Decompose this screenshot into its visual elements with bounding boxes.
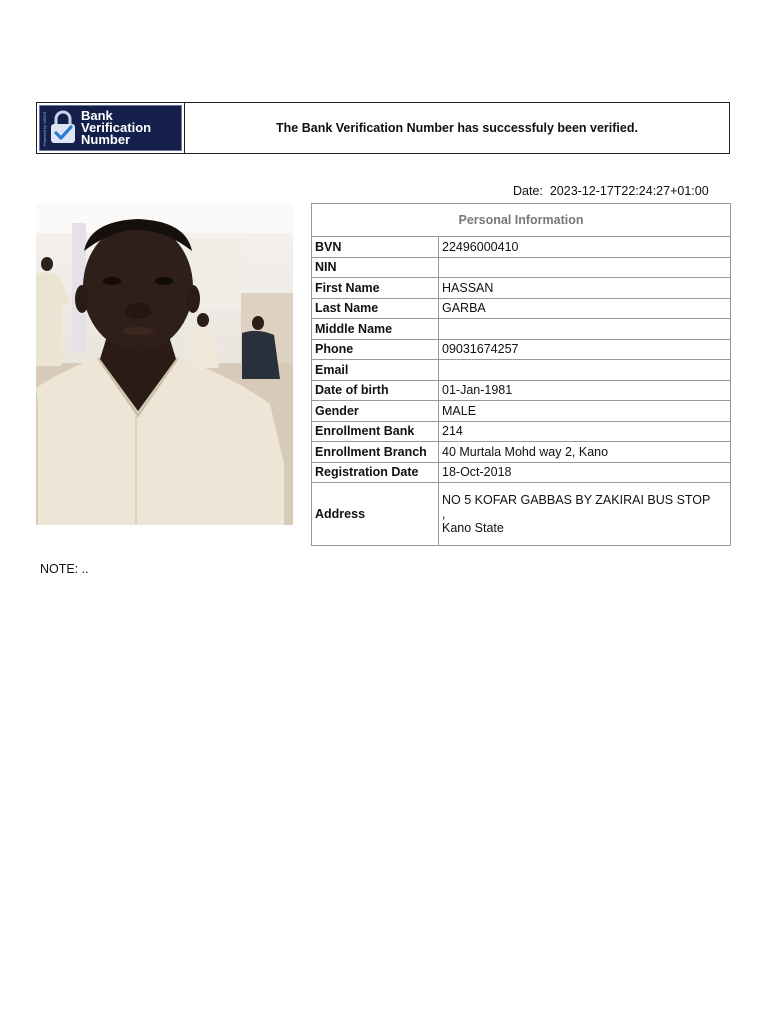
table-row: [312, 380, 731, 401]
address-value: [439, 483, 731, 546]
row-value: 01-Jan-1981: [439, 380, 731, 401]
row-label: First Name: [312, 278, 439, 299]
row-label: Gender: [312, 401, 439, 422]
address-line-1: NO 5 KOFAR GABBAS BY ZAKIRAI BUS STOP: [442, 493, 711, 507]
row-value: 40 Murtala Mohd way 2, Kano: [439, 442, 731, 463]
personal-info-title: Personal Information: [312, 204, 731, 237]
row-value: 09031674257: [439, 339, 731, 360]
row-label: Middle Name: [312, 319, 439, 340]
row-value: MALE: [439, 401, 731, 422]
table-row: [312, 257, 731, 278]
table-row: [312, 462, 731, 483]
address-label: Address: [312, 483, 439, 546]
row-label: Email: [312, 360, 439, 381]
row-label: Enrollment Branch: [312, 442, 439, 463]
row-value: HASSAN: [439, 278, 731, 299]
logo-line-3: Number: [81, 132, 131, 147]
note-text: NOTE: ..: [40, 562, 89, 576]
row-label: Date of birth: [312, 380, 439, 401]
logo-line-1: Bank: [81, 108, 113, 123]
row-value: GARBA: [439, 298, 731, 319]
date-label: Date:: [513, 184, 543, 198]
address-line-2: ,: [442, 507, 446, 521]
table-row: [312, 298, 731, 319]
row-value: [439, 360, 731, 381]
portrait-image: [36, 203, 293, 525]
logo-side-text: Powered by NIBSS: [42, 111, 47, 146]
table-row: [312, 237, 731, 258]
row-value: 18-Oct-2018: [439, 462, 731, 483]
row-label: Registration Date: [312, 462, 439, 483]
padlock-check-icon: [48, 110, 78, 146]
row-label: Last Name: [312, 298, 439, 319]
table-row: [312, 421, 731, 442]
date-value: 2023-12-17T22:24:27+01:00: [549, 184, 709, 198]
table-row: [312, 319, 731, 340]
row-value: 22496000410: [439, 237, 731, 258]
verification-header: [36, 102, 730, 154]
table-row: [312, 278, 731, 299]
row-label: Phone: [312, 339, 439, 360]
table-row: [312, 401, 731, 422]
row-label: NIN: [312, 257, 439, 278]
row-label: BVN: [312, 237, 439, 258]
logo-wordmark: [81, 110, 151, 146]
portrait-photo: [36, 203, 293, 525]
table-row: [312, 360, 731, 381]
verification-message: The Bank Verification Number has successfuly been verified.: [276, 121, 638, 135]
logo-line-2: Verification: [81, 120, 152, 135]
table-row: [312, 339, 731, 360]
personal-info-table: [311, 203, 731, 546]
logo-cell: [37, 103, 185, 153]
row-value: 214: [439, 421, 731, 442]
personal-info-rows: [312, 237, 731, 546]
address-row: [312, 483, 731, 546]
row-value: [439, 257, 731, 278]
row-value: [439, 319, 731, 340]
bvn-logo: [39, 105, 182, 151]
row-label: Enrollment Bank: [312, 421, 439, 442]
date-line: [513, 184, 709, 198]
address-line-3: Kano State: [442, 521, 504, 535]
table-row: [312, 442, 731, 463]
